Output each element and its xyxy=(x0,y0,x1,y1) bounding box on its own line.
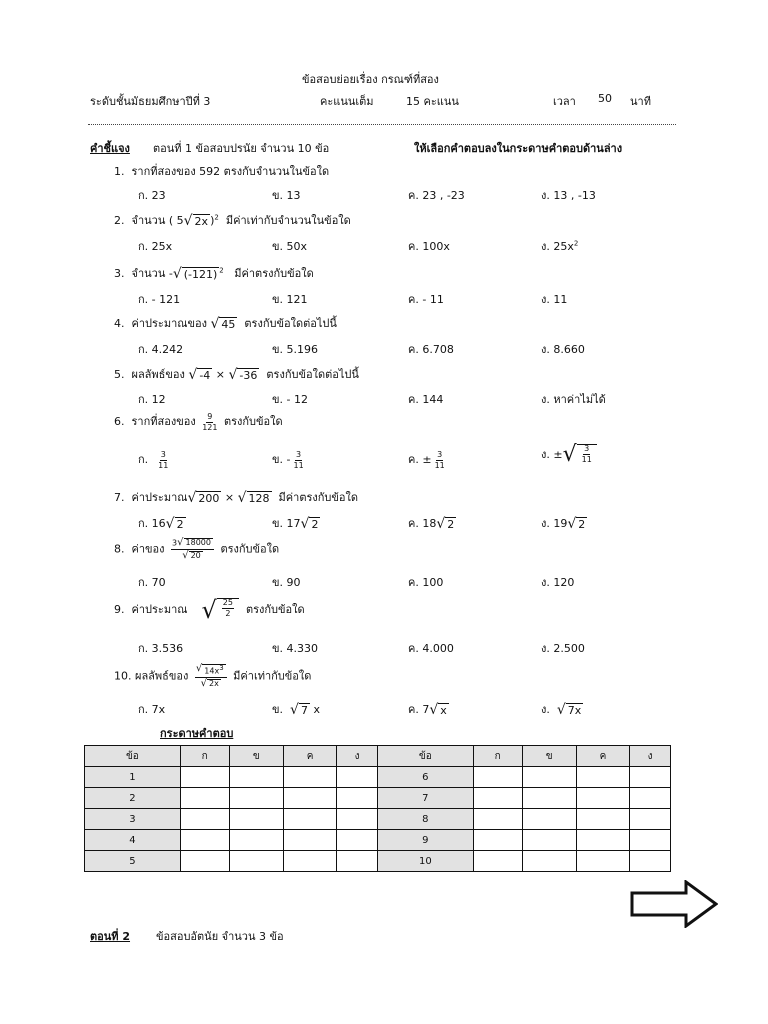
answer-cell[interactable] xyxy=(180,809,229,830)
question-number: 10. xyxy=(114,669,132,683)
answer-cell[interactable] xyxy=(522,830,576,851)
denominator: 11 xyxy=(158,460,169,470)
answer-cell[interactable] xyxy=(630,767,671,788)
choice-text: ง. xyxy=(541,703,550,716)
column-header: ง xyxy=(337,746,378,767)
answer-cell[interactable] xyxy=(283,788,336,809)
question-number: 4. xyxy=(114,317,125,330)
answer-cell[interactable] xyxy=(283,767,336,788)
coefficient: 3 xyxy=(172,538,178,548)
fraction xyxy=(293,451,303,470)
radicand: 200 xyxy=(198,492,220,505)
column-header: ข้อ xyxy=(85,746,181,767)
column-header: ค xyxy=(576,746,629,767)
choice-b: ข. 13 xyxy=(272,189,301,202)
operator: × xyxy=(215,368,225,381)
row-number: 2 xyxy=(85,788,181,809)
radical: √ 2x xyxy=(200,677,219,689)
radicand: 7x xyxy=(567,704,582,717)
question-number: 9. xyxy=(114,603,125,616)
exponent: 2 xyxy=(214,213,219,222)
divider xyxy=(88,124,676,125)
answer-cell[interactable] xyxy=(473,830,522,851)
table-row xyxy=(85,788,671,809)
row-number: 7 xyxy=(377,788,473,809)
row-number: 10 xyxy=(377,851,473,872)
radicand: 2 xyxy=(176,518,184,531)
answer-cell[interactable] xyxy=(180,851,229,872)
choice-text: ข. - xyxy=(272,453,291,466)
question-text: ตรงกับข้อใด xyxy=(220,542,280,556)
answer-cell[interactable] xyxy=(283,851,336,872)
column-header: ข้อ xyxy=(377,746,473,767)
answer-cell[interactable] xyxy=(473,767,522,788)
fraction xyxy=(222,599,234,618)
answer-cell[interactable] xyxy=(337,830,378,851)
answer-cell[interactable] xyxy=(229,851,283,872)
score-value: 15 คะแนน xyxy=(406,95,459,108)
question-text: ค่าประมาณ xyxy=(131,603,188,616)
denominator xyxy=(182,550,203,561)
question-number: 5. xyxy=(114,368,125,381)
answer-cell[interactable] xyxy=(522,788,576,809)
choice-text: ก. 16 xyxy=(138,517,166,530)
choice-d: ง. 120 xyxy=(541,576,575,589)
denominator: 121 xyxy=(202,422,218,432)
radical: √ x xyxy=(429,702,447,718)
radical: √ 2 xyxy=(567,516,586,532)
radicand: 7 xyxy=(300,704,308,717)
choice-c: ค. 100 xyxy=(408,576,444,589)
question-text: ผลลัพธ์ของ xyxy=(135,669,189,683)
part2-text: ข้อสอบอัตนัย จำนวน 3 ข้อ xyxy=(156,930,284,943)
grade-level: ระดับชั้นมัธยมศึกษาปีที่ 3 xyxy=(90,95,211,108)
numerator: 3 xyxy=(584,444,590,453)
denominator: 2 xyxy=(225,609,231,618)
radical: √ $\frac{3}{11}$ xyxy=(563,444,597,466)
choice-a: ก. - 121 xyxy=(138,293,181,306)
answer-cell[interactable] xyxy=(576,767,629,788)
radical: √ 2 xyxy=(165,516,184,532)
instructions-label: คำชี้แจง xyxy=(90,142,130,155)
answer-cell[interactable] xyxy=(630,851,671,872)
answer-cell[interactable] xyxy=(337,851,378,872)
radical: √ 128 xyxy=(237,490,270,506)
question-number: 1. xyxy=(114,165,125,178)
question-3 xyxy=(114,264,314,282)
question-5 xyxy=(114,365,359,383)
answer-cell[interactable] xyxy=(229,788,283,809)
answer-sheet-title: กระดาษคำตอบ xyxy=(160,727,234,740)
answer-cell[interactable] xyxy=(229,830,283,851)
answer-cell[interactable] xyxy=(473,809,522,830)
numerator: 3 xyxy=(437,449,443,459)
choice-a: ก. 3.536 xyxy=(138,642,184,655)
numerator: 3 xyxy=(296,449,302,459)
fraction xyxy=(195,664,227,689)
question-text: จำนวน ( 5 xyxy=(131,214,184,227)
answer-cell[interactable] xyxy=(576,809,629,830)
question-text: รากที่สองของ 592 ตรงกับจำนวนในข้อใด xyxy=(131,165,330,178)
question-text: ค่าประมาณ xyxy=(131,491,188,504)
time-unit: นาที xyxy=(630,95,651,108)
table-header-row xyxy=(85,746,671,767)
question-4 xyxy=(114,314,337,332)
answer-cell[interactable] xyxy=(180,767,229,788)
radicand xyxy=(577,444,597,466)
radical: √ 7 xyxy=(290,702,308,718)
question-10 xyxy=(114,664,311,689)
answer-cell[interactable] xyxy=(576,851,629,872)
answer-cell[interactable] xyxy=(522,767,576,788)
denominator xyxy=(201,678,221,689)
question-text: รากที่สองของ xyxy=(131,415,196,428)
radicand: 2 xyxy=(578,518,586,531)
radical: √ -4 xyxy=(188,367,211,383)
choice-d: ง. 8.660 xyxy=(541,343,585,356)
choice-c: ค. 6.708 xyxy=(408,343,454,356)
column-header: ก xyxy=(473,746,522,767)
radical: √ 200 xyxy=(187,490,220,506)
radical: √ (-121) xyxy=(172,266,218,282)
column-header: ข xyxy=(229,746,283,767)
row-number: 1 xyxy=(85,767,181,788)
fraction xyxy=(582,445,592,464)
column-header: ค xyxy=(283,746,336,767)
question-text: ตรงกับข้อใด xyxy=(223,415,283,428)
column-header: ก xyxy=(180,746,229,767)
question-8 xyxy=(114,538,279,561)
choice-c xyxy=(408,514,456,532)
choice-a: ก. 4.242 xyxy=(138,343,184,356)
question-text: มีค่าตรงกับข้อใด xyxy=(278,491,359,504)
question-text: มีค่าตรงกับข้อใด xyxy=(234,267,314,280)
instructions-bold: ให้เลือกคำตอบลงในกระดาษคำตอบด้านล่าง xyxy=(414,142,623,155)
numerator: 25 xyxy=(222,598,233,607)
question-text: ค่าประมาณของ xyxy=(131,317,207,330)
radical: √ 18000 xyxy=(177,537,211,548)
radical: √ 20 xyxy=(182,550,201,561)
table-row xyxy=(85,830,671,851)
choice-text: ค. 7 xyxy=(408,703,430,716)
choice-text: ง. ± xyxy=(541,448,563,461)
question-text: ตรงกับข้อใดต่อไปนี้ xyxy=(266,368,359,381)
radicand-text: 14x xyxy=(204,666,220,676)
radicand: -4 xyxy=(199,369,211,382)
row-number: 6 xyxy=(377,767,473,788)
numerator xyxy=(171,538,214,550)
fraction xyxy=(202,413,217,432)
choice-text: ค. 18 xyxy=(408,517,437,530)
radicand: 20 xyxy=(190,551,201,560)
choice-d xyxy=(541,237,578,255)
choice-text: ง. 25x xyxy=(541,240,574,253)
choice-b xyxy=(272,700,320,718)
choice-a: ก. 23 xyxy=(138,189,166,202)
radical: √ 2x xyxy=(183,213,209,229)
question-number: 8. xyxy=(114,542,125,556)
question-text: ) xyxy=(210,214,215,227)
time-value: 50 xyxy=(598,92,612,105)
radicand: 2x xyxy=(209,678,219,688)
choice-a: ก. 7x xyxy=(138,703,166,716)
answer-cell[interactable] xyxy=(576,788,629,809)
time-label: เวลา xyxy=(553,95,576,108)
numerator: 9 xyxy=(207,411,213,421)
choice-d xyxy=(541,514,587,532)
choice-a: ก. 12 xyxy=(138,393,166,406)
denominator: 11 xyxy=(293,460,304,470)
table-row xyxy=(85,851,671,872)
radicand: x xyxy=(440,704,447,717)
answer-sheet-table xyxy=(84,745,671,872)
question-text: ตรงกับข้อใด xyxy=(245,603,305,616)
question-7 xyxy=(114,488,358,506)
choice-c: ค. - 11 xyxy=(408,293,444,306)
choice-text: ข. xyxy=(272,703,284,716)
answer-cell[interactable] xyxy=(180,788,229,809)
choice-b: ข. 5.196 xyxy=(272,343,319,356)
question-text: มีค่าเท่ากับจำนวนในข้อใด xyxy=(225,214,351,227)
choice-c: ค. 23 , -23 xyxy=(408,189,465,202)
choice-a: ก. 25x xyxy=(138,240,173,253)
choice-d: ง. หาค่าไม่ได้ xyxy=(541,393,606,406)
choice-text: ข. 17 xyxy=(272,517,301,530)
choice-a xyxy=(138,450,171,470)
radicand: 18000 xyxy=(185,538,211,547)
instructions-text: ตอนที่ 1 ข้อสอบปรนัย จำนวน 10 ข้อ xyxy=(153,142,330,155)
table-row xyxy=(85,767,671,788)
radicand xyxy=(217,598,239,622)
choice-c xyxy=(408,450,448,470)
exponent: 3 xyxy=(219,664,224,672)
answer-cell[interactable] xyxy=(337,767,378,788)
choice-b: ข. 4.330 xyxy=(272,642,319,655)
denominator: 11 xyxy=(581,455,592,464)
radicand xyxy=(202,664,225,676)
answer-cell[interactable] xyxy=(630,788,671,809)
answer-cell[interactable] xyxy=(283,830,336,851)
answer-cell[interactable] xyxy=(473,851,522,872)
fraction xyxy=(171,538,214,561)
answer-cell[interactable] xyxy=(229,767,283,788)
answer-cell[interactable] xyxy=(576,830,629,851)
answer-cell[interactable] xyxy=(522,851,576,872)
radicand: 2 xyxy=(311,518,319,531)
radicand: -36 xyxy=(239,369,258,382)
radicand: 128 xyxy=(248,492,270,505)
page-title: ข้อสอบย่อยเรื่อง กรณฑ์ที่สอง xyxy=(302,73,439,86)
choice-a: ก. 70 xyxy=(138,576,166,589)
answer-cell[interactable] xyxy=(522,809,576,830)
radical: √ 2 xyxy=(436,516,455,532)
answer-cell[interactable] xyxy=(180,830,229,851)
choice-b xyxy=(272,514,320,532)
answer-cell[interactable] xyxy=(473,788,522,809)
denominator: 11 xyxy=(434,460,445,470)
choice-text: ค. ± xyxy=(408,453,432,466)
choice-d xyxy=(541,444,597,466)
column-header: ง xyxy=(630,746,671,767)
radical: √ 7x xyxy=(556,702,582,718)
choice-b: ข. - 12 xyxy=(272,393,308,406)
question-number: 6. xyxy=(114,415,125,428)
row-number: 5 xyxy=(85,851,181,872)
radical: √ 2 xyxy=(300,516,319,532)
radicand: 45 xyxy=(221,318,236,331)
question-6 xyxy=(114,412,283,432)
choice-text: ก. xyxy=(138,453,149,466)
choice-text: ง. 19 xyxy=(541,517,568,530)
question-1 xyxy=(114,162,329,180)
numerator: 3 xyxy=(160,449,166,459)
question-text: จำนวน - xyxy=(131,267,173,280)
choice-b: ข. 121 xyxy=(272,293,308,306)
answer-cell[interactable] xyxy=(337,788,378,809)
question-text: ผลลัพธ์ของ xyxy=(131,368,185,381)
operator: × xyxy=(224,491,235,504)
radical: √ -36 xyxy=(228,367,258,383)
table-row xyxy=(85,809,671,830)
row-number: 4 xyxy=(85,830,181,851)
choice-b xyxy=(272,450,307,470)
fraction xyxy=(158,451,168,470)
choice-b: ข. 90 xyxy=(272,576,301,589)
question-text: ค่าของ xyxy=(131,542,165,556)
question-text: ตรงกับข้อใดต่อไปนี้ xyxy=(244,317,337,330)
choice-c: ค. 144 xyxy=(408,393,444,406)
choice-a xyxy=(138,514,186,532)
question-number: 3. xyxy=(114,267,125,280)
numerator xyxy=(195,664,227,678)
choice-d: ง. 11 xyxy=(541,293,568,306)
question-number: 2. xyxy=(114,214,125,227)
score-label: คะแนนเต็ม xyxy=(320,95,374,108)
answer-cell[interactable] xyxy=(229,809,283,830)
question-2 xyxy=(114,211,351,229)
row-number: 8 xyxy=(377,809,473,830)
question-text: มีค่าเท่ากับข้อใด xyxy=(233,669,312,683)
radicand: 2 xyxy=(447,518,455,531)
answer-cell[interactable] xyxy=(630,809,671,830)
row-number: 3 xyxy=(85,809,181,830)
answer-cell[interactable] xyxy=(283,809,336,830)
exponent: 2 xyxy=(219,266,224,275)
choice-c xyxy=(408,700,449,718)
answer-cell[interactable] xyxy=(630,830,671,851)
radical: √ 45 xyxy=(210,316,236,332)
radicand: (-121) xyxy=(183,268,218,281)
right-arrow-icon[interactable] xyxy=(630,880,718,931)
exponent: 2 xyxy=(573,239,579,248)
row-number: 9 xyxy=(377,830,473,851)
choice-d: ง. 2.500 xyxy=(541,642,585,655)
question-9 xyxy=(114,598,305,622)
choice-c: ค. 4.000 xyxy=(408,642,454,655)
choice-d xyxy=(541,700,583,718)
choice-text: x xyxy=(313,703,320,716)
part2-label: ตอนที่ 2 xyxy=(90,930,131,943)
choice-d: ง. 13 , -13 xyxy=(541,189,596,202)
column-header: ข xyxy=(522,746,576,767)
radical: √ $\frac{25}{2}$ xyxy=(201,598,238,622)
radicand: 2x xyxy=(194,215,209,228)
radical: √ 14x3 xyxy=(195,663,224,676)
answer-cell[interactable] xyxy=(337,809,378,830)
choice-b: ข. 50x xyxy=(272,240,308,253)
fraction xyxy=(435,451,445,470)
choice-c: ค. 100x xyxy=(408,240,450,253)
question-number: 7. xyxy=(114,491,125,504)
